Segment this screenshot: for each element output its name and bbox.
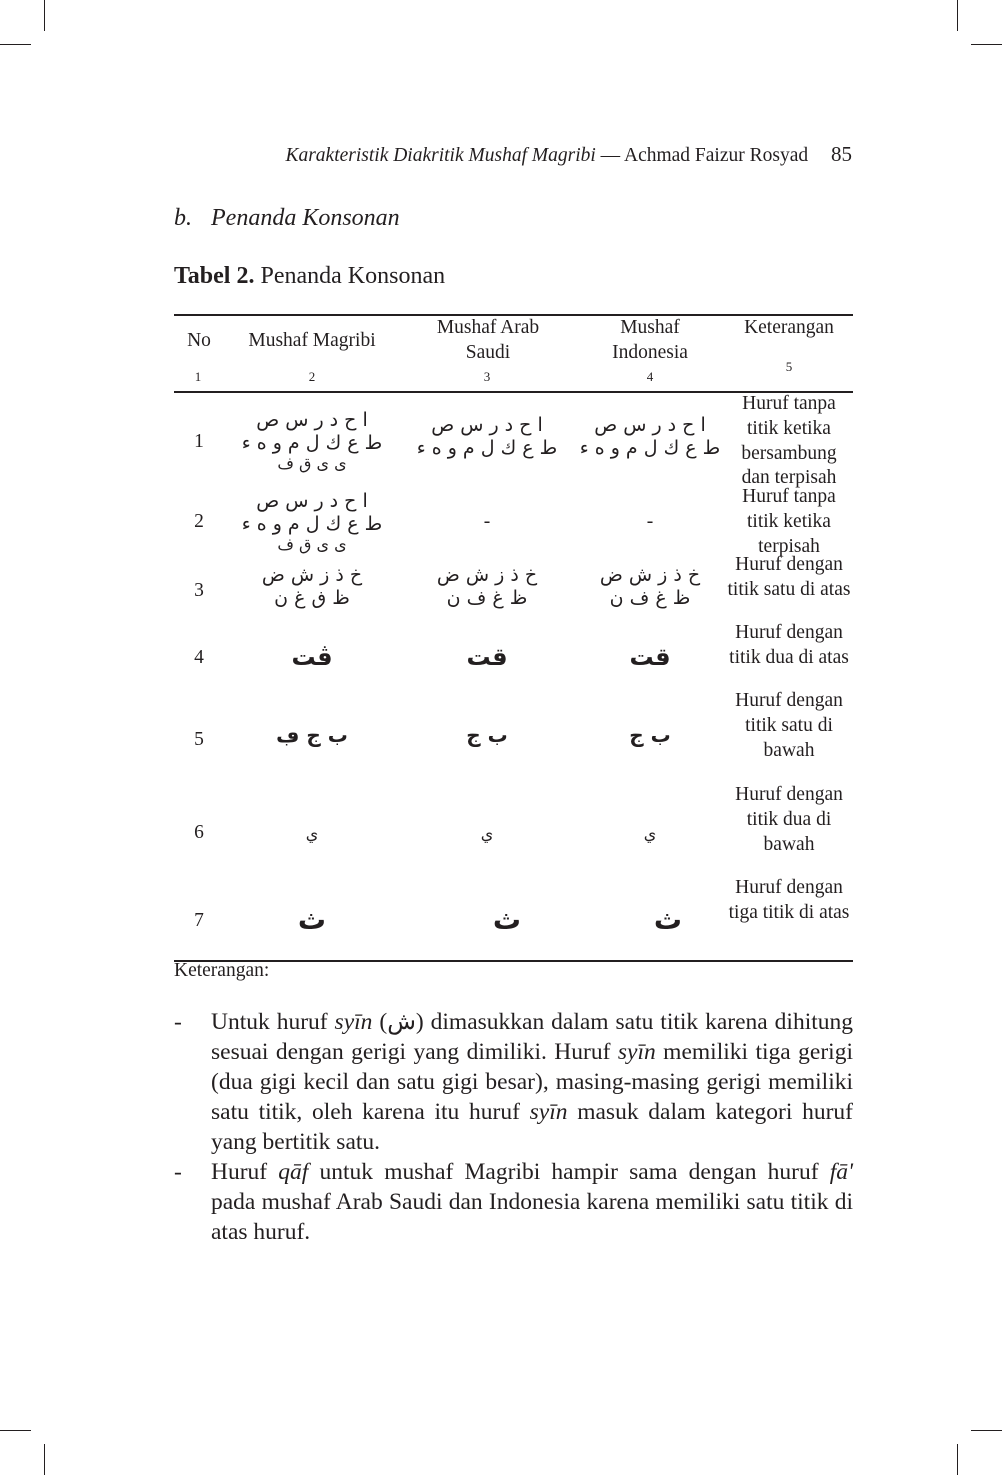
crop-mark [971, 44, 1002, 45]
arabic-letters: ا ح د ر س ص [594, 414, 706, 436]
note-text-italic: syīn [334, 1009, 373, 1035]
crop-mark [0, 1430, 31, 1431]
arabic-letters: ى ی ق ف [277, 535, 347, 554]
table-row-number: 2 [194, 511, 204, 532]
crop-mark [957, 1444, 958, 1475]
table-cell-keterangan: Huruf tanpa titik ketika terpisah [742, 486, 836, 557]
arabic-letters: ط ع ك ل م و ه ء [579, 437, 721, 459]
table-cell-magribi: ڨت [291, 642, 333, 671]
table-cell-saudi: ث [492, 902, 522, 936]
note-text-part: memiliki tiga gerigi (dua gigi kecil dan satu gigi besar), masing-masing gerigi memiliki satu titik, oleh karena itu huruf [211, 1039, 853, 1125]
note-text-italic: qāf [278, 1159, 309, 1185]
column-number: 4 [646, 369, 654, 384]
arabic-letters: ط ع ك ل م و ه ء [241, 432, 383, 454]
arabic-letters: ا ح د ر س ص [431, 414, 543, 436]
table-cell-magribi: ي [305, 823, 319, 843]
table-cell-saudi: ي [480, 823, 494, 843]
note-text [211, 1007, 853, 1157]
crop-mark [971, 1430, 1002, 1431]
note-item [174, 1007, 853, 1157]
arabic-letters: ظ غ ف ن [609, 587, 691, 609]
arabic-letters: ى ی ق ف [277, 454, 347, 473]
crop-mark [0, 44, 31, 45]
table-cell-keterangan: Huruf dengan titik dua di bawah [735, 784, 843, 855]
note-text [211, 1157, 853, 1247]
arabic-letters: خ ذ ز ش ض [261, 564, 363, 586]
table-cell-indonesia [578, 560, 722, 614]
running-head-separator: — [600, 145, 621, 166]
table-cell-keterangan: Huruf tanpa titik ketika bersambung dan terpisah [741, 393, 837, 489]
table-cell-magribi [232, 560, 392, 614]
notes-label: Keterangan: [174, 960, 270, 981]
running-head [285, 142, 852, 167]
arabic-letters: خ ذ ز ش ض [436, 564, 538, 586]
table-caption-text: Penanda Konsonan [260, 263, 446, 289]
note-text-part: Huruf [211, 1159, 279, 1185]
table-cell-magribi: ب ج ڢ [276, 722, 348, 747]
arabic-letters: ط ع ك ل م و ه ء [241, 513, 383, 535]
table-bottom-rule [174, 960, 853, 962]
table-row-number: 7 [194, 910, 204, 931]
note-text-italic: syīn [617, 1039, 656, 1065]
table-cell-keterangan: Huruf dengan titik dua di atas [729, 622, 849, 668]
table-row-number: 6 [194, 822, 204, 843]
table-cell-magribi: ث [297, 902, 327, 936]
table-cell-saudi: قت [466, 642, 508, 671]
table-cell-indonesia: ي [643, 823, 657, 843]
arabic-letters: ط ع ك ل م و ه ء [416, 437, 558, 459]
crop-mark [44, 1444, 45, 1475]
note-text-part: pada mushaf Arab Saudi dan Indonesia karena memiliki satu titik di atas huruf. [211, 1189, 853, 1245]
table-cell-keterangan: Huruf dengan titik satu di bawah [735, 690, 843, 761]
table-row-number: 4 [194, 647, 204, 668]
table-cell-saudi [412, 560, 562, 614]
column-header-indonesia: Mushaf Indonesia [612, 317, 688, 363]
table-row-number: 5 [194, 729, 204, 750]
note-dash: - [174, 1009, 182, 1035]
arabic-letters: خ ذ ز ش ض [599, 564, 701, 586]
table-cell-keterangan: Huruf dengan titik satu di atas [727, 554, 851, 600]
page-number: 85 [831, 142, 852, 166]
column-number: 3 [483, 369, 491, 384]
table-cell-saudi: - [483, 511, 491, 532]
note-item [174, 1157, 853, 1247]
note-text-italic: syīn [529, 1099, 568, 1125]
section-heading [174, 205, 400, 232]
table-row-number: 1 [194, 431, 204, 452]
table-cell-indonesia: قت [629, 642, 671, 671]
note-dash: - [174, 1159, 182, 1185]
note-text-part: (ش) dimasukkan dalam satu titik karena dihitung sesuai dengan gerigi yang dimiliki. Huruf [211, 1009, 854, 1065]
column-header-no: No [187, 330, 211, 351]
crop-mark [44, 0, 45, 31]
column-number: 5 [785, 359, 793, 374]
table-cell-indonesia: ب ج [629, 722, 671, 747]
table-cell-keterangan: Huruf dengan tiga titik di atas [728, 877, 850, 923]
section-letter: b. [174, 205, 192, 231]
column-number: 2 [308, 369, 316, 384]
note-text-italic: fā' [829, 1159, 854, 1185]
table-cell-saudi: ب ج [466, 722, 508, 747]
column-header-keterangan: Keterangan [744, 317, 834, 338]
section-title: Penanda Konsonan [211, 205, 400, 231]
note-text-part: untuk mushaf Magribi hampir sama dengan huruf [308, 1159, 830, 1185]
arabic-letters: ظ غ ف ن [446, 587, 528, 609]
arabic-letters: ا ح د ر س ص [256, 490, 368, 512]
arabic-letters: ا ح د ر س ص [256, 409, 368, 431]
table-cell-saudi [412, 410, 562, 464]
column-header-magribi: Mushaf Magribi [248, 330, 376, 351]
column-number: 1 [194, 369, 202, 384]
arabic-letters: ظ ڧ غ ن [274, 587, 350, 609]
table-cell-indonesia [578, 410, 722, 464]
running-head-author: Achmad Faizur Rosyad [623, 145, 809, 166]
table-cell-indonesia: - [646, 511, 654, 532]
table-cell-magribi [232, 487, 392, 557]
table-cell-magribi [232, 406, 392, 476]
running-head-title: Karakteristik Diakritik Mushaf Magribi [285, 145, 596, 166]
table-cell-indonesia: ث [653, 902, 683, 936]
table-caption-label: Tabel 2. [174, 263, 255, 289]
table-caption [174, 263, 445, 290]
note-text-part: masuk dalam kategori huruf yang bertitik satu. [211, 1099, 854, 1155]
note-text-part: Untuk huruf [211, 1009, 335, 1035]
column-header-saudi: Mushaf Arab Saudi [436, 317, 540, 363]
crop-mark [957, 0, 958, 31]
table-row-number: 3 [194, 580, 204, 601]
